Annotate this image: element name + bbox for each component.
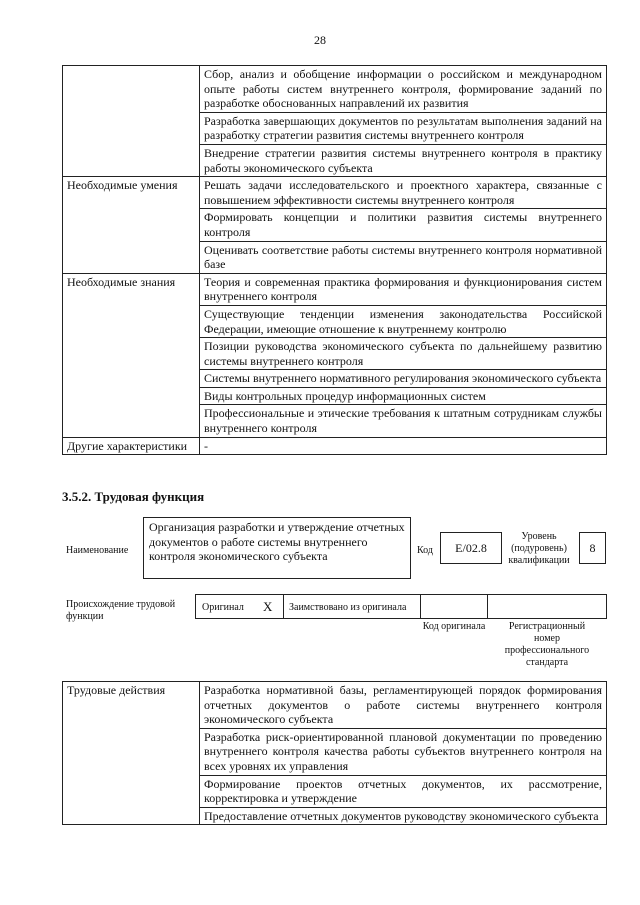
row-group-label: Необходимые умения [63,177,200,274]
code-value-box [440,532,502,564]
reg-number-caption: Регистрационный номер профессионального стандарта [504,621,590,668]
table-row [63,437,607,455]
section-title: 3.5.2. Трудовая функция [62,489,205,504]
original-mark: X [263,599,273,614]
original-label: Оригинал [202,602,244,613]
row-item: Профессиональные и этические требования к штатным сотрудникам службы внутреннего контроля [200,405,607,437]
borrowed-box [283,594,421,619]
row-item: Существующие тенденции изменения законодательства Российской Федерации, имеющие отношение к внутреннему контролю [200,305,607,337]
table-row [63,682,607,729]
row-item: Системы внутреннего нормативного регулирования экономического субъекта [200,370,607,388]
row-item: Предоставление отчетных документов руководству экономического субъекта [200,807,607,825]
level-value-box [579,532,606,564]
function-name-value: Организация разработки и утверждение отчетных документов о работе системы внутреннего контроля экономического субъекта [149,520,405,563]
row-item: Решать задачи исследовательского и проектного характера, связанные с повышением эффективности системы внутреннего контроля [200,177,607,209]
row-group-label [63,66,200,177]
row-item: Позиции руководства экономического субъекта по дальнейшему развитию системы внутреннего контроля [200,338,607,370]
code-original-caption: Код оригинала [422,621,486,632]
table-row [63,66,607,113]
code-original-box [420,594,488,619]
level-value: 8 [589,541,596,555]
row-group-label: Трудовые действия [63,682,200,825]
page-number: 28 [314,33,326,47]
reg-number-box [487,594,607,619]
row-item: Оценивать соответствие работы системы внутреннего контроля нормативной базе [200,241,607,273]
requirements-table-body [63,66,607,455]
row-item: Формировать концепции и политики развития системы внутреннего контроля [200,209,607,241]
row-group-label: Другие характеристики [63,437,200,455]
row-item: Разработка риск-ориентированной плановой документации по проведению внутреннего контроля качества работы субъектов внутреннего контроля на всех уровнях их управления [200,728,607,775]
row-item: Сбор, анализ и обобщение информации о российском и международном опыте работы систем внутреннего контроля, формирование заданий по разработке обоснованных направлений их развития [200,66,607,113]
labor-actions-table-body [63,682,607,825]
code-value: E/02.8 [455,541,487,555]
origin-label: Происхождение трудовой функции [66,599,176,622]
row-item: Теория и современная практика формирования и функционирования систем внутреннего контроля [200,273,607,305]
row-item: Внедрение стратегии развития системы внутреннего контроля в практику работы экономического субъекта [200,144,607,176]
borrowed-label: Заимствовано из оригинала [289,602,407,613]
function-name-box [143,517,411,579]
level-label: Уровень (подуровень) квалификации [508,531,570,566]
table-row [63,177,607,209]
row-group-label: Необходимые знания [63,273,200,437]
original-box [195,594,284,619]
row-item: Виды контрольных процедур информационных систем [200,387,607,405]
name-label: Наименование [66,545,129,556]
row-item: Разработка завершающих документов по результатам выполнения заданий на разработку стратегии развития системы внутреннего контроля [200,112,607,144]
labor-actions-table [62,681,607,825]
table-row [63,273,607,305]
row-item: - [200,437,607,455]
requirements-table [62,65,607,455]
code-label: Код [417,545,433,556]
row-item: Разработка нормативной базы, регламентирующей порядок формирования отчетных документов о работе системы внутреннего контроля экономического субъекта [200,682,607,729]
row-item: Формирование проектов отчетных документов, их рассмотрение, корректировка и утверждение [200,775,607,807]
